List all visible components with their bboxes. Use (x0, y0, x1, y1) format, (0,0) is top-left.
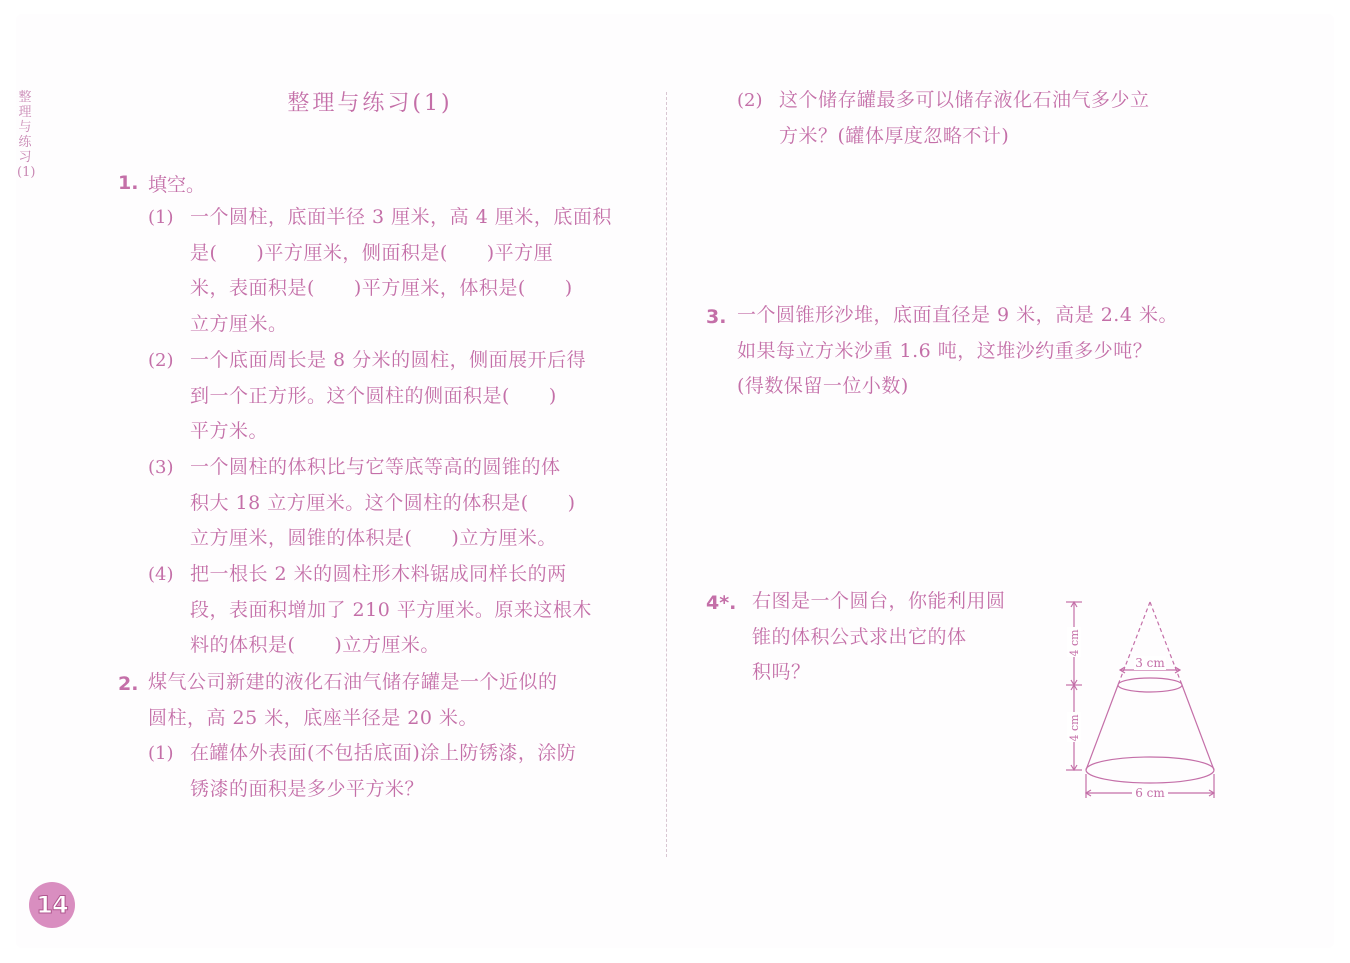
q1-item4-label: (4) (148, 564, 174, 585)
frustum-left-side (1086, 685, 1118, 770)
q1-item2-text (190, 343, 586, 450)
q1-item1-text (190, 200, 612, 342)
side-section-title: 整理与练习(1) (17, 90, 36, 180)
text-line: 立方厘米，圆锥的体积是( )立方厘米。 (190, 527, 557, 550)
text-line: 一个圆柱的体积比与它等底等高的圆锥的体 (190, 456, 561, 478)
page-fold-divider (666, 92, 667, 857)
text-line: 一个圆锥形沙堆，底面直径是 9 米，高是 2.4 米。 (737, 304, 1178, 326)
q2-item2-text (779, 83, 1150, 154)
frustum-figure (1052, 592, 1232, 807)
text-line: 圆柱，高 25 米，底座半径是 20 米。 (148, 706, 479, 729)
text-line: 积吗？ (752, 661, 811, 684)
q3-number: 3. (706, 306, 727, 328)
text-line: 积大 18 立方厘米。这个圆柱的体积是( ) (190, 491, 576, 514)
cone-dashed-left (1118, 602, 1150, 685)
top-ellipse (1118, 678, 1182, 692)
q4-text (752, 584, 1006, 691)
q1-heading: 填空。 (148, 174, 206, 196)
text-line: 是( )平方厘米，侧面积是( )平方厘 (190, 241, 554, 264)
text-line: 到一个正方形。这个圆柱的侧面积是( ) (190, 384, 557, 407)
text-line: 一个底面周长是 8 分米的圆柱，侧面展开后得 (190, 349, 587, 371)
q2-number: 2. (118, 673, 139, 695)
text-line: 一个圆柱，底面半径 3 厘米，高 4 厘米，底面积 (190, 206, 612, 228)
q1-item1-label: (1) (148, 207, 174, 228)
lower-height-label: 4 cm (1068, 714, 1081, 742)
q1-item3-text (190, 450, 576, 557)
q1-item4-text (190, 557, 592, 664)
page-title: 整理与练习(1) (287, 91, 453, 116)
text-line: 段，表面积增加了 210 平方厘米。原来这根木 (190, 598, 592, 621)
text-line: 锥的体积公式求出它的体 (752, 625, 967, 648)
page-number: 14 (36, 891, 68, 919)
text-line: 立方厘米。 (190, 312, 288, 335)
page-number-badge (29, 882, 75, 928)
q2-text (148, 665, 558, 736)
q1-item3-label: (3) (148, 457, 174, 478)
q2-item1-label: (1) (148, 743, 174, 764)
text-line: 米，表面积是( )平方厘米，体积是( ) (190, 277, 573, 300)
text-line: 煤气公司新建的液化石油气储存罐是一个近似的 (148, 671, 558, 693)
text-line: 如果每立方米沙重 1.6 吨，这堆沙约重多少吨？ (737, 339, 1153, 362)
bottom-diameter-label: 6 cm (1135, 786, 1165, 800)
q1-number: 1. (118, 172, 139, 194)
text-line: (得数保留一位小数) (737, 375, 909, 398)
q2-item2-label: (2) (737, 90, 763, 111)
frustum-right-side (1182, 685, 1214, 770)
q3-text (737, 298, 1178, 405)
text-line: 把一根长 2 米的圆柱形木料锯成同样长的两 (190, 563, 567, 585)
top-diameter-label: 3 cm (1135, 656, 1165, 670)
cone-dashed-right (1150, 602, 1182, 685)
text-line: 右图是一个圆台，你能利用圆 (752, 590, 1006, 612)
upper-height-label: 4 cm (1068, 629, 1081, 657)
q4-number: 4*. (706, 592, 737, 614)
text-line: 这个储存罐最多可以储存液化石油气多少立 (779, 89, 1150, 111)
text-line: 在罐体外表面(不包括底面)涂上防锈漆，涂防 (190, 742, 577, 764)
q1-item2-label: (2) (148, 350, 174, 371)
text-line: 方米？(罐体厚度忽略不计) (779, 124, 1010, 147)
bottom-ellipse (1086, 757, 1214, 783)
q2-item1-text (190, 736, 576, 807)
text-line: 平方米。 (190, 420, 269, 443)
text-line: 锈漆的面积是多少平方米？ (190, 777, 425, 800)
text-line: 料的体积是( )立方厘米。 (190, 634, 440, 657)
